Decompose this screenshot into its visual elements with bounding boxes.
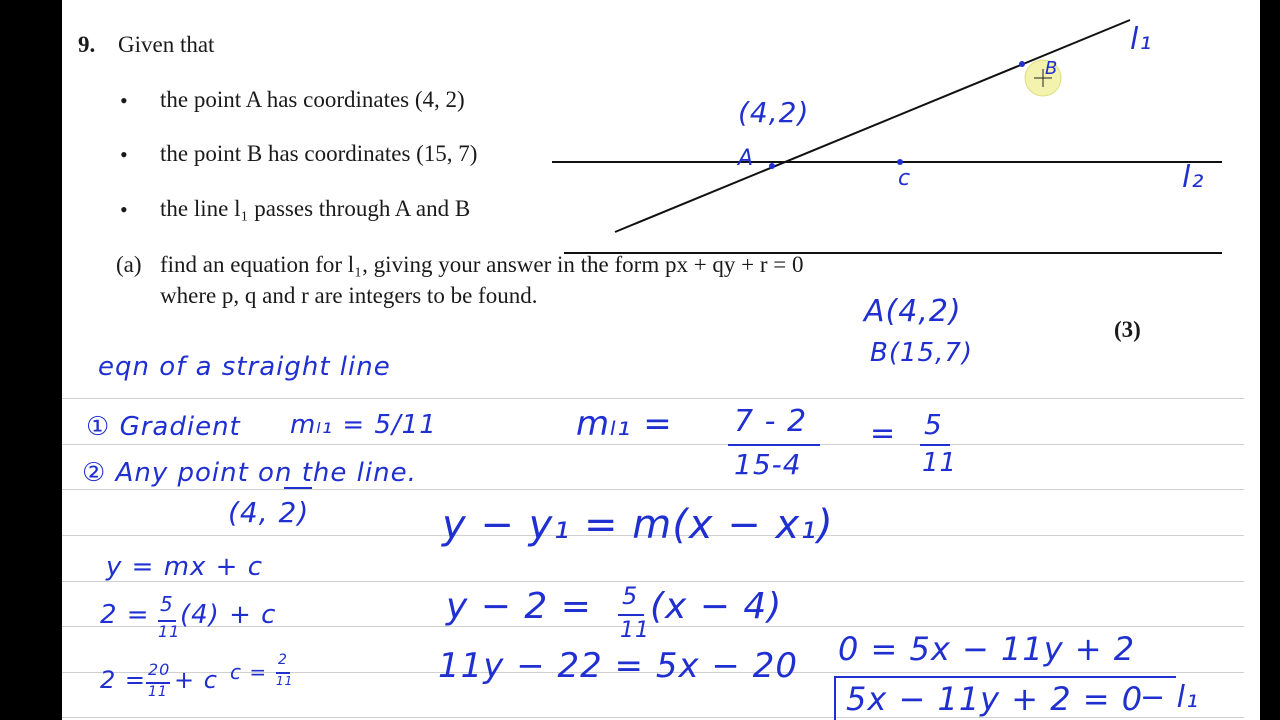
sub1-num: 5 [160, 592, 174, 616]
c-left: c = [230, 660, 268, 684]
working-heading: eqn of a straight line [98, 352, 391, 382]
gradient-equals: = [870, 416, 897, 451]
gradient-fraction-bar [728, 444, 820, 446]
step2-label: ② Any point on the line. [82, 458, 417, 488]
step1-label: ① Gradient [86, 412, 241, 442]
exam-page [62, 0, 1260, 720]
question-intro: Given that [118, 32, 215, 57]
sub2-den: 11 [148, 684, 168, 700]
point-b-note: B(15,7) [870, 338, 974, 368]
final-answer-label: − l₁ [1140, 680, 1200, 715]
sub2-right: + c [174, 666, 218, 694]
bullet-dot: • [120, 88, 128, 113]
sub1-right: (4) + c [180, 600, 277, 630]
label-a-letter: A [738, 146, 755, 171]
sub1-den: 11 [158, 622, 181, 641]
gradient-result-num: 5 [924, 408, 943, 441]
substitution-den: 11 [620, 618, 650, 643]
gradient-result-den: 11 [922, 448, 958, 478]
final-answer: 5x − 11y + 2 = 0 [846, 680, 1144, 718]
sub2-num: 20 [148, 660, 171, 679]
point-c-dot [897, 159, 903, 165]
point-b-dot [1019, 61, 1025, 67]
bullet-point-b: the point B has coordinates (15, 7) [160, 141, 478, 166]
sub1-left: 2 = [100, 600, 150, 630]
bullet-line-l1: the line l₁ passes through A and B [160, 196, 471, 221]
ymxc-equation: y = mx + c [106, 552, 264, 582]
bullet-dot: • [120, 197, 128, 222]
step1-value: mₗ₁ = 5/11 [290, 410, 437, 440]
gradient-numerator: 7 - 2 [734, 404, 808, 439]
question-number: 9. [78, 32, 96, 57]
c-num: 2 [278, 652, 288, 668]
gradient-lhs: mₗ₁ = [576, 404, 673, 444]
step2-value: (4, 2) [228, 496, 310, 529]
label-b-letter: B [1045, 58, 1059, 79]
sub2-left: 2 = [100, 666, 147, 694]
label-a-coord: (4,2) [738, 96, 810, 129]
part-a-instruction: find an equation for l₁, giving your answer in the form px + qy + r = 0 [160, 252, 804, 277]
substitution-num: 5 [622, 582, 639, 610]
point-a-dot [769, 163, 775, 169]
bullet-dot: • [120, 142, 128, 167]
c-den: 11 [276, 674, 294, 688]
point-a-note: A(4,2) [864, 294, 962, 329]
part-a-instruction-cont: where p, q and r are integers to be found. [160, 283, 538, 308]
substitution-rhs: (x − 4) [650, 586, 783, 627]
substitution-fraction-bar [618, 614, 644, 616]
gradient-result-bar [920, 444, 950, 446]
label-l2: l₂ [1182, 160, 1205, 195]
marks-label: (3) [1114, 317, 1141, 342]
bullet-point-a: the point A has coordinates (4, 2) [160, 87, 465, 112]
part-a-label: (a) [116, 252, 142, 277]
line-l1 [615, 20, 1130, 232]
expanded-equation: 11y − 22 = 5x − 20 [438, 646, 798, 686]
label-c-letter: c [898, 166, 912, 191]
result-line: 0 = 5x − 11y + 2 [838, 630, 1136, 668]
point-slope-formula: y − y₁ = m(x − x₁) [442, 502, 834, 548]
substitution-lhs: y − 2 = [446, 586, 592, 627]
label-l1: l₁ [1130, 22, 1153, 57]
gradient-denominator: 15-4 [734, 448, 802, 481]
